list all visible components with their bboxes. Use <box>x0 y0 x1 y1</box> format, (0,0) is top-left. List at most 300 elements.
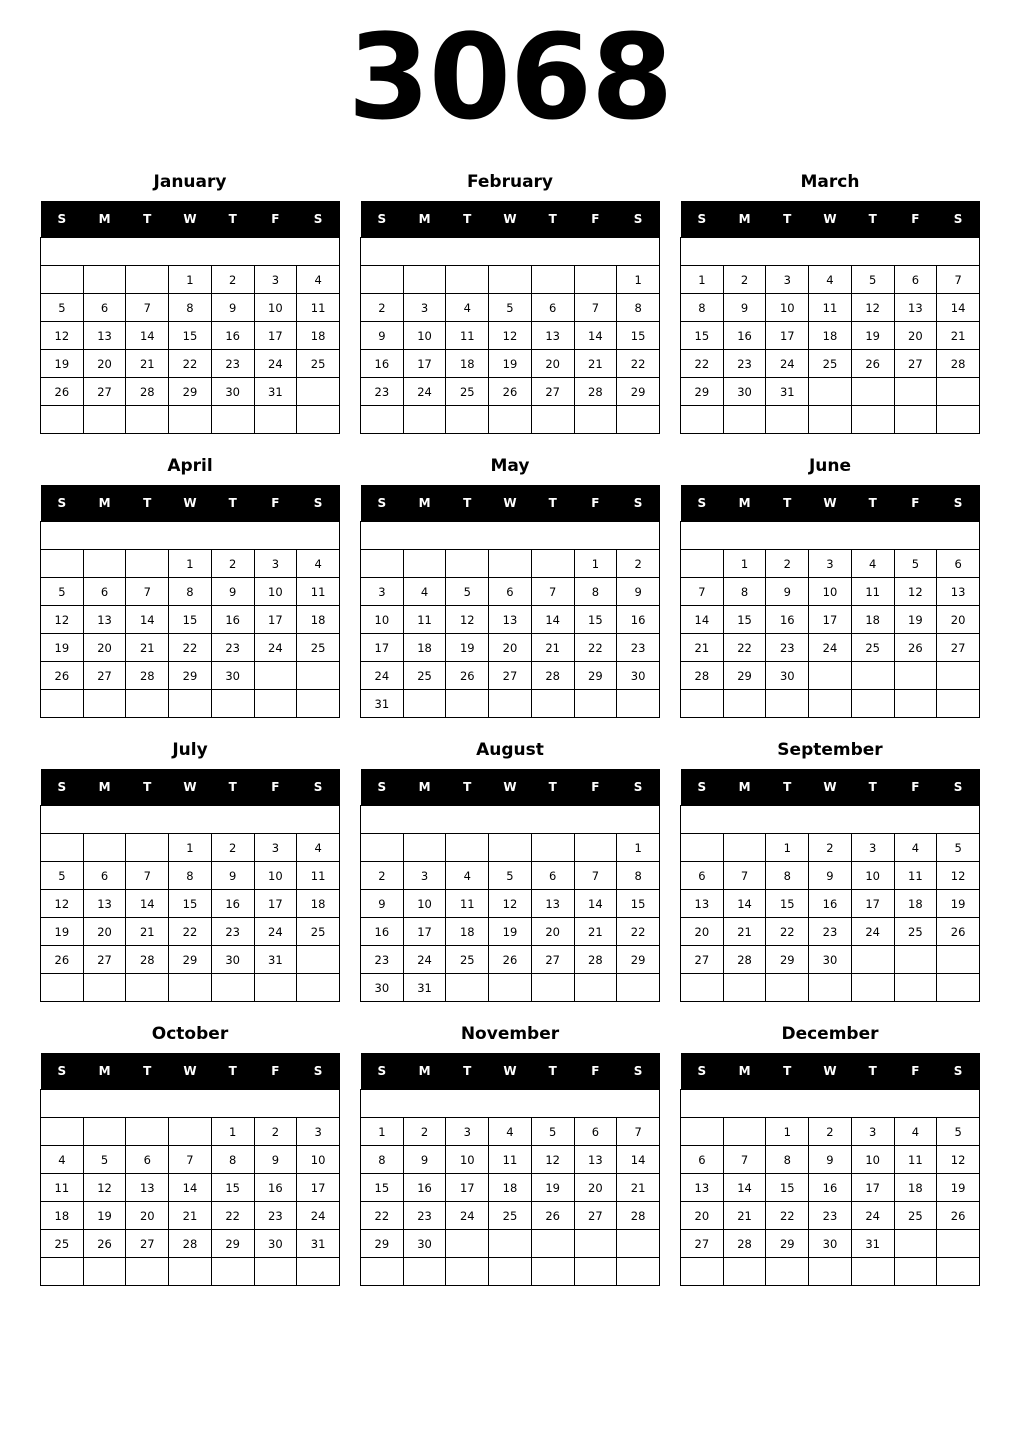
day-cell[interactable]: 17 <box>297 1174 340 1202</box>
day-cell[interactable]: 18 <box>809 322 852 350</box>
day-cell[interactable]: 9 <box>723 294 766 322</box>
day-cell[interactable]: 25 <box>403 662 446 690</box>
day-cell[interactable]: 5 <box>83 1146 126 1174</box>
day-cell[interactable]: 15 <box>169 322 212 350</box>
day-cell[interactable]: 14 <box>531 606 574 634</box>
day-cell[interactable]: 9 <box>809 1146 852 1174</box>
day-cell[interactable]: 20 <box>83 918 126 946</box>
day-cell[interactable]: 12 <box>937 862 980 890</box>
day-cell[interactable]: 4 <box>297 266 340 294</box>
day-cell[interactable]: 19 <box>41 918 84 946</box>
day-cell[interactable]: 28 <box>126 378 169 406</box>
day-cell[interactable]: 7 <box>937 266 980 294</box>
day-cell[interactable]: 3 <box>254 266 297 294</box>
day-cell[interactable]: 26 <box>41 378 84 406</box>
day-cell[interactable]: 17 <box>403 918 446 946</box>
day-cell[interactable]: 29 <box>681 378 724 406</box>
day-cell[interactable]: 24 <box>809 634 852 662</box>
day-cell[interactable]: 9 <box>211 294 254 322</box>
day-cell[interactable]: 29 <box>617 378 660 406</box>
day-cell[interactable]: 21 <box>681 634 724 662</box>
day-cell[interactable]: 22 <box>681 350 724 378</box>
day-cell[interactable]: 24 <box>446 1202 489 1230</box>
day-cell[interactable]: 12 <box>41 322 84 350</box>
day-cell[interactable]: 8 <box>169 862 212 890</box>
day-cell[interactable]: 3 <box>809 550 852 578</box>
day-cell[interactable]: 7 <box>169 1146 212 1174</box>
day-cell[interactable]: 22 <box>169 350 212 378</box>
day-cell[interactable]: 15 <box>211 1174 254 1202</box>
day-cell[interactable]: 2 <box>361 294 404 322</box>
day-cell[interactable]: 21 <box>126 350 169 378</box>
day-cell[interactable]: 19 <box>41 350 84 378</box>
day-cell[interactable]: 17 <box>254 322 297 350</box>
day-cell[interactable]: 24 <box>361 662 404 690</box>
day-cell[interactable]: 6 <box>83 578 126 606</box>
day-cell[interactable]: 6 <box>937 550 980 578</box>
day-cell[interactable]: 3 <box>851 1118 894 1146</box>
day-cell[interactable]: 25 <box>851 634 894 662</box>
day-cell[interactable]: 3 <box>297 1118 340 1146</box>
day-cell[interactable]: 9 <box>211 862 254 890</box>
day-cell[interactable]: 18 <box>894 1174 937 1202</box>
day-cell[interactable]: 7 <box>126 862 169 890</box>
day-cell[interactable]: 25 <box>446 946 489 974</box>
day-cell[interactable]: 20 <box>126 1202 169 1230</box>
day-cell[interactable]: 14 <box>574 890 617 918</box>
day-cell[interactable]: 14 <box>126 322 169 350</box>
day-cell[interactable]: 18 <box>446 350 489 378</box>
day-cell[interactable]: 23 <box>766 634 809 662</box>
day-cell[interactable]: 22 <box>617 350 660 378</box>
day-cell[interactable]: 29 <box>169 946 212 974</box>
day-cell[interactable]: 5 <box>531 1118 574 1146</box>
day-cell[interactable]: 2 <box>403 1118 446 1146</box>
day-cell[interactable]: 17 <box>851 890 894 918</box>
day-cell[interactable]: 20 <box>489 634 532 662</box>
day-cell[interactable]: 28 <box>531 662 574 690</box>
day-cell[interactable]: 16 <box>211 322 254 350</box>
day-cell[interactable]: 23 <box>809 1202 852 1230</box>
day-cell[interactable]: 11 <box>809 294 852 322</box>
day-cell[interactable]: 28 <box>169 1230 212 1258</box>
day-cell[interactable]: 5 <box>489 294 532 322</box>
day-cell[interactable]: 13 <box>83 606 126 634</box>
day-cell[interactable]: 1 <box>723 550 766 578</box>
day-cell[interactable]: 23 <box>211 918 254 946</box>
day-cell[interactable]: 25 <box>297 918 340 946</box>
day-cell[interactable]: 2 <box>723 266 766 294</box>
day-cell[interactable]: 22 <box>723 634 766 662</box>
day-cell[interactable]: 2 <box>211 550 254 578</box>
day-cell[interactable]: 10 <box>403 890 446 918</box>
day-cell[interactable]: 25 <box>809 350 852 378</box>
day-cell[interactable]: 28 <box>617 1202 660 1230</box>
day-cell[interactable]: 2 <box>211 834 254 862</box>
day-cell[interactable]: 29 <box>723 662 766 690</box>
day-cell[interactable]: 19 <box>937 1174 980 1202</box>
day-cell[interactable]: 29 <box>169 378 212 406</box>
day-cell[interactable]: 19 <box>83 1202 126 1230</box>
day-cell[interactable]: 17 <box>361 634 404 662</box>
day-cell[interactable]: 26 <box>446 662 489 690</box>
day-cell[interactable]: 30 <box>211 378 254 406</box>
day-cell[interactable]: 8 <box>169 294 212 322</box>
day-cell[interactable]: 26 <box>531 1202 574 1230</box>
day-cell[interactable]: 30 <box>403 1230 446 1258</box>
day-cell[interactable]: 10 <box>446 1146 489 1174</box>
day-cell[interactable]: 27 <box>681 946 724 974</box>
day-cell[interactable]: 5 <box>851 266 894 294</box>
day-cell[interactable]: 30 <box>211 662 254 690</box>
day-cell[interactable]: 27 <box>894 350 937 378</box>
day-cell[interactable]: 10 <box>809 578 852 606</box>
day-cell[interactable]: 28 <box>723 946 766 974</box>
day-cell[interactable]: 27 <box>83 946 126 974</box>
day-cell[interactable]: 25 <box>297 350 340 378</box>
day-cell[interactable]: 17 <box>254 606 297 634</box>
day-cell[interactable]: 17 <box>403 350 446 378</box>
day-cell[interactable]: 11 <box>297 294 340 322</box>
day-cell[interactable]: 2 <box>617 550 660 578</box>
day-cell[interactable]: 16 <box>617 606 660 634</box>
day-cell[interactable]: 23 <box>403 1202 446 1230</box>
day-cell[interactable]: 26 <box>937 1202 980 1230</box>
day-cell[interactable]: 5 <box>446 578 489 606</box>
day-cell[interactable]: 1 <box>211 1118 254 1146</box>
day-cell[interactable]: 31 <box>361 690 404 718</box>
day-cell[interactable]: 9 <box>617 578 660 606</box>
day-cell[interactable]: 20 <box>937 606 980 634</box>
day-cell[interactable]: 11 <box>446 890 489 918</box>
day-cell[interactable]: 13 <box>531 890 574 918</box>
day-cell[interactable]: 8 <box>766 1146 809 1174</box>
day-cell[interactable]: 3 <box>361 578 404 606</box>
day-cell[interactable]: 25 <box>489 1202 532 1230</box>
day-cell[interactable]: 1 <box>681 266 724 294</box>
day-cell[interactable]: 24 <box>254 350 297 378</box>
day-cell[interactable]: 24 <box>254 634 297 662</box>
day-cell[interactable]: 18 <box>489 1174 532 1202</box>
day-cell[interactable]: 21 <box>723 918 766 946</box>
day-cell[interactable]: 1 <box>169 266 212 294</box>
day-cell[interactable]: 17 <box>851 1174 894 1202</box>
day-cell[interactable]: 12 <box>489 322 532 350</box>
day-cell[interactable]: 10 <box>297 1146 340 1174</box>
day-cell[interactable]: 23 <box>361 378 404 406</box>
day-cell[interactable]: 12 <box>446 606 489 634</box>
day-cell[interactable]: 25 <box>894 918 937 946</box>
day-cell[interactable]: 6 <box>83 294 126 322</box>
day-cell[interactable]: 8 <box>617 862 660 890</box>
day-cell[interactable]: 11 <box>894 1146 937 1174</box>
day-cell[interactable]: 15 <box>723 606 766 634</box>
day-cell[interactable]: 17 <box>766 322 809 350</box>
day-cell[interactable]: 21 <box>574 350 617 378</box>
day-cell[interactable]: 7 <box>681 578 724 606</box>
day-cell[interactable]: 3 <box>851 834 894 862</box>
day-cell[interactable]: 6 <box>126 1146 169 1174</box>
day-cell[interactable]: 11 <box>41 1174 84 1202</box>
day-cell[interactable]: 16 <box>766 606 809 634</box>
day-cell[interactable]: 11 <box>489 1146 532 1174</box>
day-cell[interactable]: 24 <box>297 1202 340 1230</box>
day-cell[interactable]: 11 <box>894 862 937 890</box>
day-cell[interactable]: 31 <box>851 1230 894 1258</box>
day-cell[interactable]: 1 <box>361 1118 404 1146</box>
day-cell[interactable]: 6 <box>574 1118 617 1146</box>
day-cell[interactable]: 3 <box>254 834 297 862</box>
day-cell[interactable]: 10 <box>254 578 297 606</box>
day-cell[interactable]: 26 <box>489 946 532 974</box>
day-cell[interactable]: 30 <box>617 662 660 690</box>
day-cell[interactable]: 10 <box>254 862 297 890</box>
day-cell[interactable]: 13 <box>574 1146 617 1174</box>
day-cell[interactable]: 23 <box>254 1202 297 1230</box>
day-cell[interactable]: 7 <box>531 578 574 606</box>
day-cell[interactable]: 13 <box>83 322 126 350</box>
day-cell[interactable]: 13 <box>83 890 126 918</box>
day-cell[interactable]: 9 <box>211 578 254 606</box>
day-cell[interactable]: 21 <box>126 634 169 662</box>
day-cell[interactable]: 2 <box>809 1118 852 1146</box>
day-cell[interactable]: 8 <box>169 578 212 606</box>
day-cell[interactable]: 21 <box>617 1174 660 1202</box>
day-cell[interactable]: 14 <box>937 294 980 322</box>
day-cell[interactable]: 27 <box>126 1230 169 1258</box>
day-cell[interactable]: 8 <box>723 578 766 606</box>
day-cell[interactable]: 29 <box>211 1230 254 1258</box>
day-cell[interactable]: 22 <box>766 1202 809 1230</box>
day-cell[interactable]: 26 <box>41 946 84 974</box>
day-cell[interactable]: 29 <box>766 1230 809 1258</box>
day-cell[interactable]: 11 <box>297 578 340 606</box>
day-cell[interactable]: 19 <box>489 350 532 378</box>
day-cell[interactable]: 26 <box>489 378 532 406</box>
day-cell[interactable]: 19 <box>531 1174 574 1202</box>
day-cell[interactable]: 12 <box>489 890 532 918</box>
day-cell[interactable]: 4 <box>297 550 340 578</box>
day-cell[interactable]: 8 <box>681 294 724 322</box>
day-cell[interactable]: 22 <box>169 918 212 946</box>
day-cell[interactable]: 7 <box>723 1146 766 1174</box>
day-cell[interactable]: 19 <box>489 918 532 946</box>
day-cell[interactable]: 13 <box>531 322 574 350</box>
day-cell[interactable]: 19 <box>446 634 489 662</box>
day-cell[interactable]: 6 <box>681 862 724 890</box>
day-cell[interactable]: 8 <box>574 578 617 606</box>
day-cell[interactable]: 16 <box>211 606 254 634</box>
day-cell[interactable]: 5 <box>41 578 84 606</box>
day-cell[interactable]: 16 <box>361 918 404 946</box>
day-cell[interactable]: 7 <box>126 294 169 322</box>
day-cell[interactable]: 14 <box>574 322 617 350</box>
day-cell[interactable]: 16 <box>809 890 852 918</box>
day-cell[interactable]: 15 <box>361 1174 404 1202</box>
day-cell[interactable]: 17 <box>446 1174 489 1202</box>
day-cell[interactable]: 25 <box>297 634 340 662</box>
day-cell[interactable]: 1 <box>766 834 809 862</box>
day-cell[interactable]: 12 <box>531 1146 574 1174</box>
day-cell[interactable]: 10 <box>254 294 297 322</box>
day-cell[interactable]: 28 <box>126 946 169 974</box>
day-cell[interactable]: 14 <box>617 1146 660 1174</box>
day-cell[interactable]: 12 <box>851 294 894 322</box>
day-cell[interactable]: 10 <box>851 1146 894 1174</box>
day-cell[interactable]: 14 <box>723 890 766 918</box>
day-cell[interactable]: 30 <box>254 1230 297 1258</box>
day-cell[interactable]: 18 <box>894 890 937 918</box>
day-cell[interactable]: 7 <box>574 294 617 322</box>
day-cell[interactable]: 5 <box>41 862 84 890</box>
day-cell[interactable]: 17 <box>254 890 297 918</box>
day-cell[interactable]: 18 <box>851 606 894 634</box>
day-cell[interactable]: 8 <box>766 862 809 890</box>
day-cell[interactable]: 2 <box>766 550 809 578</box>
day-cell[interactable]: 31 <box>766 378 809 406</box>
day-cell[interactable]: 5 <box>41 294 84 322</box>
day-cell[interactable]: 27 <box>531 378 574 406</box>
day-cell[interactable]: 23 <box>211 350 254 378</box>
day-cell[interactable]: 30 <box>766 662 809 690</box>
day-cell[interactable]: 4 <box>894 834 937 862</box>
day-cell[interactable]: 15 <box>681 322 724 350</box>
day-cell[interactable]: 25 <box>446 378 489 406</box>
day-cell[interactable]: 14 <box>681 606 724 634</box>
day-cell[interactable]: 11 <box>446 322 489 350</box>
day-cell[interactable]: 15 <box>617 890 660 918</box>
day-cell[interactable]: 27 <box>83 378 126 406</box>
day-cell[interactable]: 13 <box>126 1174 169 1202</box>
day-cell[interactable]: 30 <box>211 946 254 974</box>
day-cell[interactable]: 1 <box>169 834 212 862</box>
day-cell[interactable]: 16 <box>254 1174 297 1202</box>
day-cell[interactable]: 13 <box>894 294 937 322</box>
day-cell[interactable]: 21 <box>937 322 980 350</box>
day-cell[interactable]: 26 <box>894 634 937 662</box>
day-cell[interactable]: 11 <box>851 578 894 606</box>
day-cell[interactable]: 6 <box>531 862 574 890</box>
day-cell[interactable]: 29 <box>617 946 660 974</box>
day-cell[interactable]: 3 <box>254 550 297 578</box>
day-cell[interactable]: 8 <box>211 1146 254 1174</box>
day-cell[interactable]: 18 <box>297 322 340 350</box>
day-cell[interactable]: 16 <box>809 1174 852 1202</box>
day-cell[interactable]: 10 <box>361 606 404 634</box>
day-cell[interactable]: 21 <box>574 918 617 946</box>
day-cell[interactable]: 10 <box>766 294 809 322</box>
day-cell[interactable]: 2 <box>254 1118 297 1146</box>
day-cell[interactable]: 28 <box>574 378 617 406</box>
day-cell[interactable]: 24 <box>766 350 809 378</box>
day-cell[interactable]: 9 <box>766 578 809 606</box>
day-cell[interactable]: 14 <box>723 1174 766 1202</box>
day-cell[interactable]: 7 <box>617 1118 660 1146</box>
day-cell[interactable]: 2 <box>361 862 404 890</box>
day-cell[interactable]: 10 <box>851 862 894 890</box>
day-cell[interactable]: 31 <box>254 378 297 406</box>
day-cell[interactable]: 29 <box>361 1230 404 1258</box>
day-cell[interactable]: 15 <box>766 1174 809 1202</box>
day-cell[interactable]: 21 <box>531 634 574 662</box>
day-cell[interactable]: 25 <box>41 1230 84 1258</box>
day-cell[interactable]: 4 <box>894 1118 937 1146</box>
day-cell[interactable]: 18 <box>403 634 446 662</box>
day-cell[interactable]: 7 <box>574 862 617 890</box>
day-cell[interactable]: 4 <box>403 578 446 606</box>
day-cell[interactable]: 4 <box>489 1118 532 1146</box>
day-cell[interactable]: 8 <box>617 294 660 322</box>
day-cell[interactable]: 13 <box>489 606 532 634</box>
day-cell[interactable]: 24 <box>403 378 446 406</box>
day-cell[interactable]: 7 <box>126 578 169 606</box>
day-cell[interactable]: 7 <box>723 862 766 890</box>
day-cell[interactable]: 9 <box>361 322 404 350</box>
day-cell[interactable]: 23 <box>211 634 254 662</box>
day-cell[interactable]: 2 <box>809 834 852 862</box>
day-cell[interactable]: 5 <box>937 1118 980 1146</box>
day-cell[interactable]: 3 <box>403 294 446 322</box>
day-cell[interactable]: 14 <box>126 606 169 634</box>
day-cell[interactable]: 6 <box>531 294 574 322</box>
day-cell[interactable]: 3 <box>766 266 809 294</box>
day-cell[interactable]: 31 <box>297 1230 340 1258</box>
day-cell[interactable]: 19 <box>894 606 937 634</box>
day-cell[interactable]: 28 <box>574 946 617 974</box>
day-cell[interactable]: 4 <box>297 834 340 862</box>
day-cell[interactable]: 26 <box>83 1230 126 1258</box>
day-cell[interactable]: 20 <box>574 1174 617 1202</box>
day-cell[interactable]: 4 <box>851 550 894 578</box>
day-cell[interactable]: 4 <box>446 294 489 322</box>
day-cell[interactable]: 22 <box>574 634 617 662</box>
day-cell[interactable]: 28 <box>937 350 980 378</box>
day-cell[interactable]: 12 <box>937 1146 980 1174</box>
day-cell[interactable]: 6 <box>681 1146 724 1174</box>
day-cell[interactable]: 31 <box>403 974 446 1002</box>
day-cell[interactable]: 18 <box>297 890 340 918</box>
day-cell[interactable]: 15 <box>169 606 212 634</box>
day-cell[interactable]: 11 <box>297 862 340 890</box>
day-cell[interactable]: 11 <box>403 606 446 634</box>
day-cell[interactable]: 23 <box>617 634 660 662</box>
day-cell[interactable]: 3 <box>446 1118 489 1146</box>
day-cell[interactable]: 26 <box>41 662 84 690</box>
day-cell[interactable]: 19 <box>41 634 84 662</box>
day-cell[interactable]: 27 <box>489 662 532 690</box>
day-cell[interactable]: 19 <box>851 322 894 350</box>
day-cell[interactable]: 30 <box>809 1230 852 1258</box>
day-cell[interactable]: 29 <box>169 662 212 690</box>
day-cell[interactable]: 13 <box>937 578 980 606</box>
day-cell[interactable]: 5 <box>489 862 532 890</box>
day-cell[interactable]: 21 <box>126 918 169 946</box>
day-cell[interactable]: 5 <box>894 550 937 578</box>
day-cell[interactable]: 16 <box>723 322 766 350</box>
day-cell[interactable]: 2 <box>211 266 254 294</box>
day-cell[interactable]: 30 <box>809 946 852 974</box>
day-cell[interactable]: 28 <box>681 662 724 690</box>
day-cell[interactable]: 9 <box>254 1146 297 1174</box>
day-cell[interactable]: 16 <box>211 890 254 918</box>
day-cell[interactable]: 16 <box>361 350 404 378</box>
day-cell[interactable]: 10 <box>403 322 446 350</box>
day-cell[interactable]: 16 <box>403 1174 446 1202</box>
day-cell[interactable]: 3 <box>403 862 446 890</box>
day-cell[interactable]: 9 <box>361 890 404 918</box>
day-cell[interactable]: 22 <box>617 918 660 946</box>
day-cell[interactable]: 18 <box>297 606 340 634</box>
